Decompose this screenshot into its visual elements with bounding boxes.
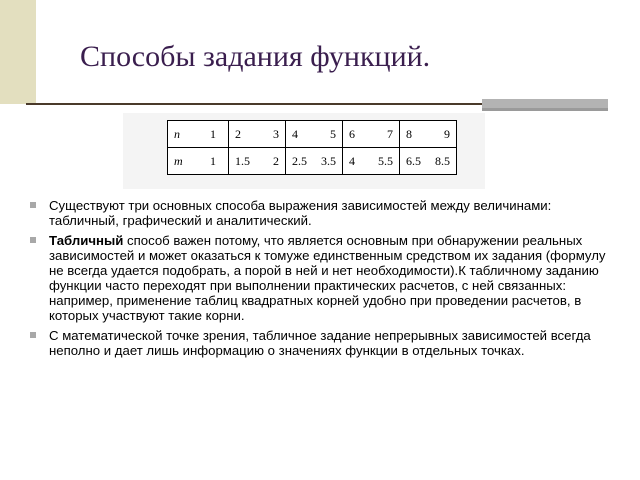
cell-value: 2 bbox=[273, 153, 279, 168]
cell-value: 2.5 bbox=[292, 153, 307, 168]
cell-value: 7 bbox=[387, 126, 393, 141]
function-values-table bbox=[167, 120, 457, 175]
table-cell bbox=[343, 148, 400, 175]
table-cell bbox=[229, 148, 286, 175]
paragraph-body: С математической точке зрения, табличное задание непрерывных зависимостей всегда неполно и дает лишь информацию о значениях функции в отдельных точках. bbox=[49, 328, 591, 358]
row-label: m bbox=[168, 148, 199, 175]
paragraph-text bbox=[49, 328, 610, 358]
bullet-item bbox=[30, 233, 610, 323]
cell-value: 2 bbox=[235, 126, 241, 141]
table-cell bbox=[400, 148, 457, 175]
paragraph-body: способ важен потому, что является основным при обнаружении реальных зависимостей и может оказаться к томуже единственным средством их задания (формулу не всегда удается подобрать, а порой в ней и нет необходимости).К табличному заданию функции часто переходят при выполнении практических расчетов, с ней связанных: например, применение таблиц квадратных корней удобно при проведении расчетов, в которых участвуют такие корни. bbox=[49, 233, 606, 323]
paragraph-text bbox=[49, 198, 610, 228]
divider-accent-shadow bbox=[482, 108, 608, 111]
table-cell bbox=[343, 121, 400, 148]
bullet-item bbox=[30, 198, 610, 228]
paragraph-text bbox=[49, 233, 610, 323]
paragraph-body: Существуют три основных способа выражения зависимостей между величинами: табличный, графический и аналитический. bbox=[49, 198, 552, 228]
cell-value: 6 bbox=[349, 126, 355, 141]
paragraph-lead: Табличный bbox=[49, 233, 124, 248]
cell-value: 8.5 bbox=[435, 153, 450, 168]
cell-value: 5 bbox=[330, 126, 336, 141]
cell-value: 8 bbox=[406, 126, 412, 141]
title-divider bbox=[26, 103, 482, 105]
table-row bbox=[168, 121, 457, 148]
bullet-marker bbox=[30, 202, 36, 208]
row-label: n bbox=[168, 121, 199, 148]
bullet-item bbox=[30, 328, 610, 358]
table-cell: 1 bbox=[198, 148, 229, 175]
slide-body bbox=[30, 198, 610, 363]
table-row bbox=[168, 148, 457, 175]
table-cell bbox=[229, 121, 286, 148]
bullet-marker bbox=[30, 332, 36, 338]
table-cell: 1 bbox=[198, 121, 229, 148]
cell-value: 3 bbox=[273, 126, 279, 141]
decorative-side-band bbox=[0, 0, 36, 104]
table-cell bbox=[286, 121, 343, 148]
cell-value: 3.5 bbox=[321, 153, 336, 168]
table-cell bbox=[286, 148, 343, 175]
cell-value: 4 bbox=[292, 126, 298, 141]
table-cell bbox=[400, 121, 457, 148]
cell-value: 9 bbox=[444, 126, 450, 141]
cell-value: 4 bbox=[349, 153, 355, 168]
cell-value: 1.5 bbox=[235, 153, 250, 168]
cell-value: 6.5 bbox=[406, 153, 421, 168]
bullet-marker bbox=[30, 237, 36, 243]
cell-value: 5.5 bbox=[378, 153, 393, 168]
slide-title: Способы задания функций. bbox=[80, 40, 431, 73]
